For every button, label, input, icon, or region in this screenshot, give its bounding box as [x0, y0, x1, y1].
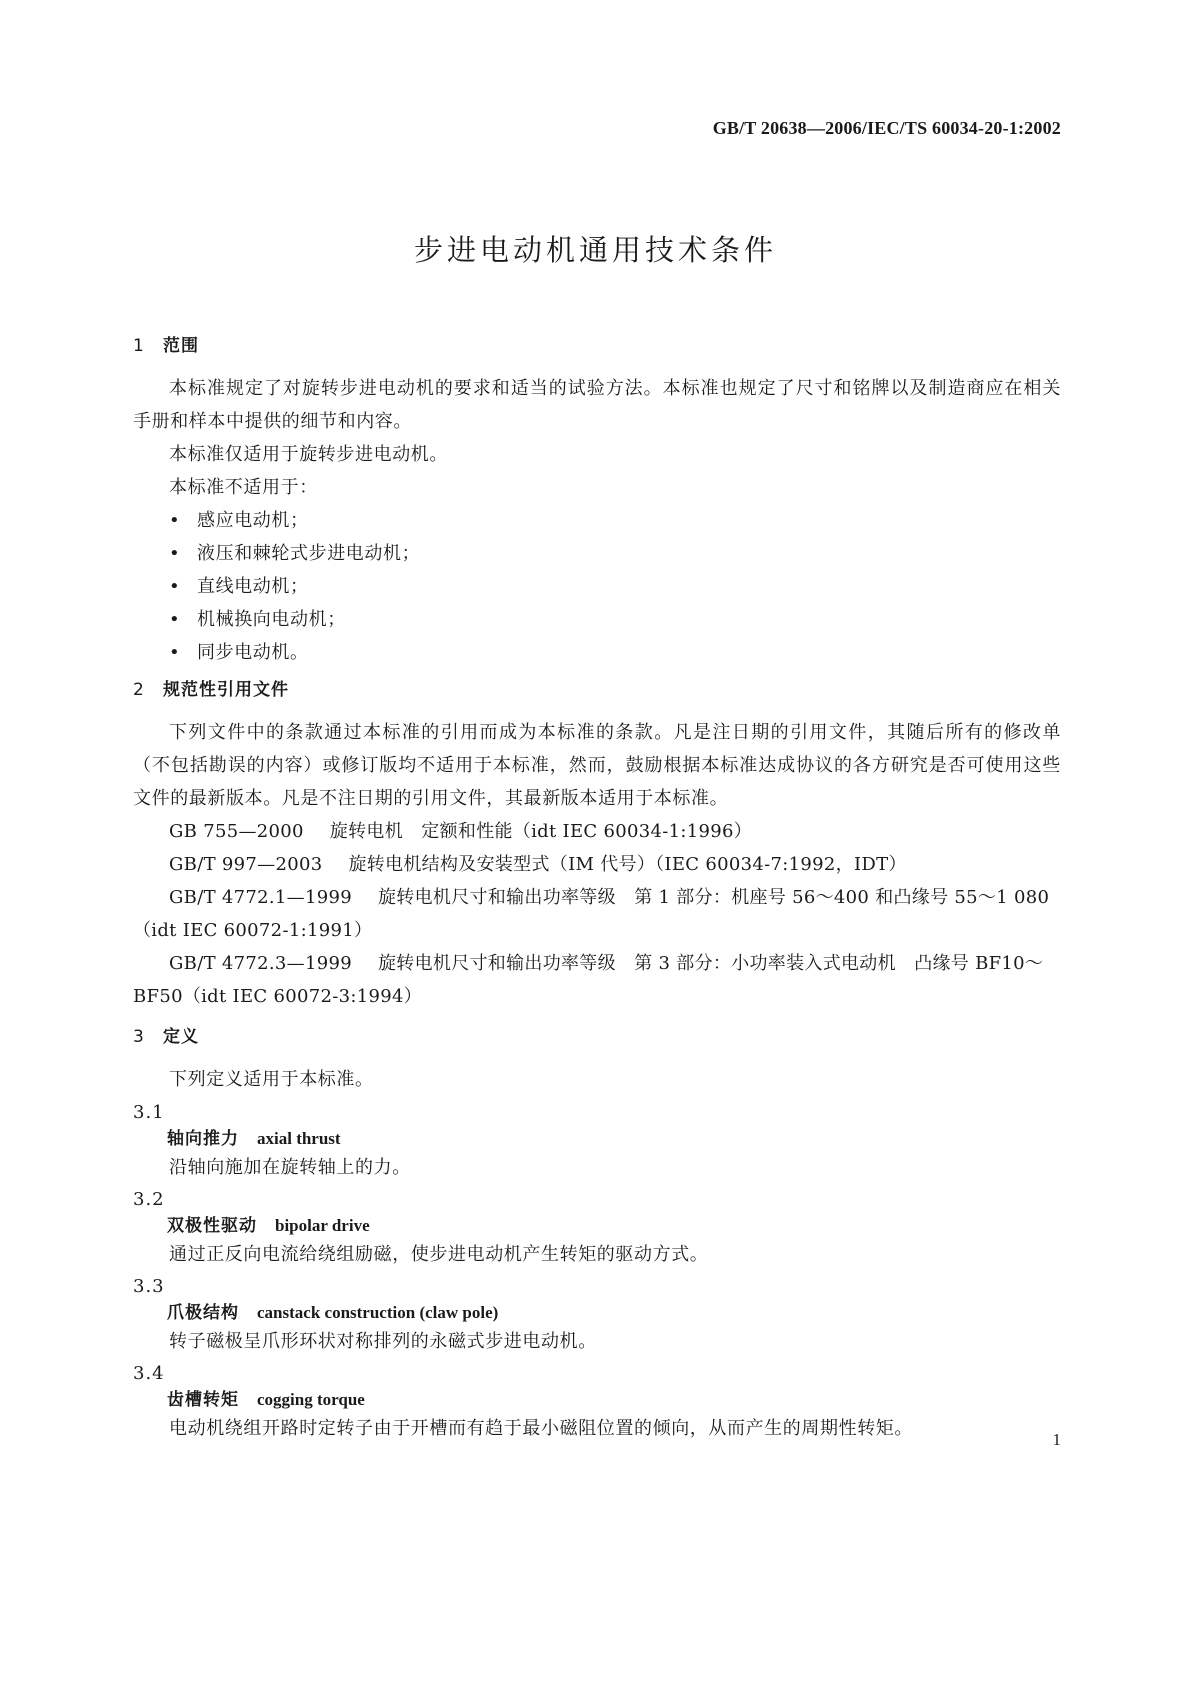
- term-entry: 双极性驱动 bipolar drive: [167, 1216, 370, 1236]
- paragraph: 下列定义适用于本标准。: [169, 1069, 374, 1090]
- term-entry: 轴向推力 axial thrust: [167, 1129, 341, 1149]
- term-definition: 电动机绕组开路时定转子由于开槽而有趋于最小磁阻位置的倾向，从而产生的周期性转矩。: [169, 1418, 913, 1439]
- term-definition: 转子磁极呈爪形环状对称排列的永磁式步进电动机。: [169, 1331, 597, 1352]
- section-scope: [133, 334, 1061, 669]
- paragraph: 下列文件中的条款通过本标准的引用而成为本标准的条款。凡是注日期的引用文件，其随后所有的修改单（不包括勘误的内容）或修订版均不适用于本标准，然而，鼓励根据本标准达成协议的各方研究是否可使用这些文件的最新版本。凡是不注日期的引用文件，其最新版本适用于本标准。: [133, 722, 1061, 809]
- exclusion-list: [133, 504, 1061, 669]
- clause-number: 3.3: [133, 1276, 165, 1297]
- list-item: • 同步电动机。: [169, 642, 309, 663]
- section-heading: 3 定义: [133, 1027, 199, 1047]
- paragraph: 本标准不适用于：: [169, 477, 318, 498]
- list-item: • 感应电动机；: [169, 510, 309, 531]
- term-entry: 齿槽转矩 cogging torque: [167, 1390, 365, 1410]
- term-entry: 爪极结构 canstack construction (claw pole): [167, 1303, 499, 1323]
- clause-number: 3.4: [133, 1363, 165, 1384]
- reference-item: GB/T 4772.1—1999 旋转电机尺寸和输出功率等级 第 1 部分：机座号 56～400 和凸缘号 55～1 080（idt IEC 60072-1:1991）: [133, 887, 1050, 941]
- paragraph: 本标准规定了对旋转步进电动机的要求和适当的试验方法。本标准也规定了尺寸和铭牌以及制造商应在相关手册和样本中提供的细节和内容。: [133, 378, 1061, 432]
- section-heading: 2 规范性引用文件: [133, 680, 289, 700]
- clause-number: 3.2: [133, 1189, 165, 1210]
- paragraph: 本标准仅适用于旋转步进电动机。: [169, 444, 448, 465]
- document-title: 步进电动机通用技术条件: [413, 233, 777, 267]
- clause-number: 3.1: [133, 1102, 165, 1123]
- document-body: [133, 334, 1061, 1444]
- standard-code: GB/T 20638—2006/IEC/TS 60034-20-1:2002: [712, 118, 1061, 138]
- list-item: • 直线电动机；: [169, 576, 309, 597]
- list-item: • 液压和棘轮式步进电动机；: [169, 543, 421, 564]
- list-item: • 机械换向电动机；: [169, 609, 346, 630]
- term-definition: 沿轴向施加在旋转轴上的力。: [169, 1157, 411, 1178]
- reference-item: GB/T 4772.3—1999 旋转电机尺寸和输出功率等级 第 3 部分：小功率装入式电动机 凸缘号 BF10～BF50（idt IEC 60072-3:1994）: [133, 953, 1044, 1007]
- term-definition: 通过正反向电流给绕组励磁，使步进电动机产生转矩的驱动方式。: [169, 1244, 709, 1265]
- section-normative-references: [133, 678, 1061, 1013]
- reference-item: GB/T 997—2003 旋转电机结构及安装型式（IM 代号）（IEC 60034-7:1992，IDT）: [169, 854, 907, 875]
- reference-item: GB 755—2000 旋转电机 定额和性能（idt IEC 60034-1:1996）: [169, 821, 753, 842]
- page-number: 1: [1052, 1430, 1061, 1449]
- section-definitions: [133, 1025, 1061, 1444]
- section-heading: 1 范围: [133, 336, 199, 356]
